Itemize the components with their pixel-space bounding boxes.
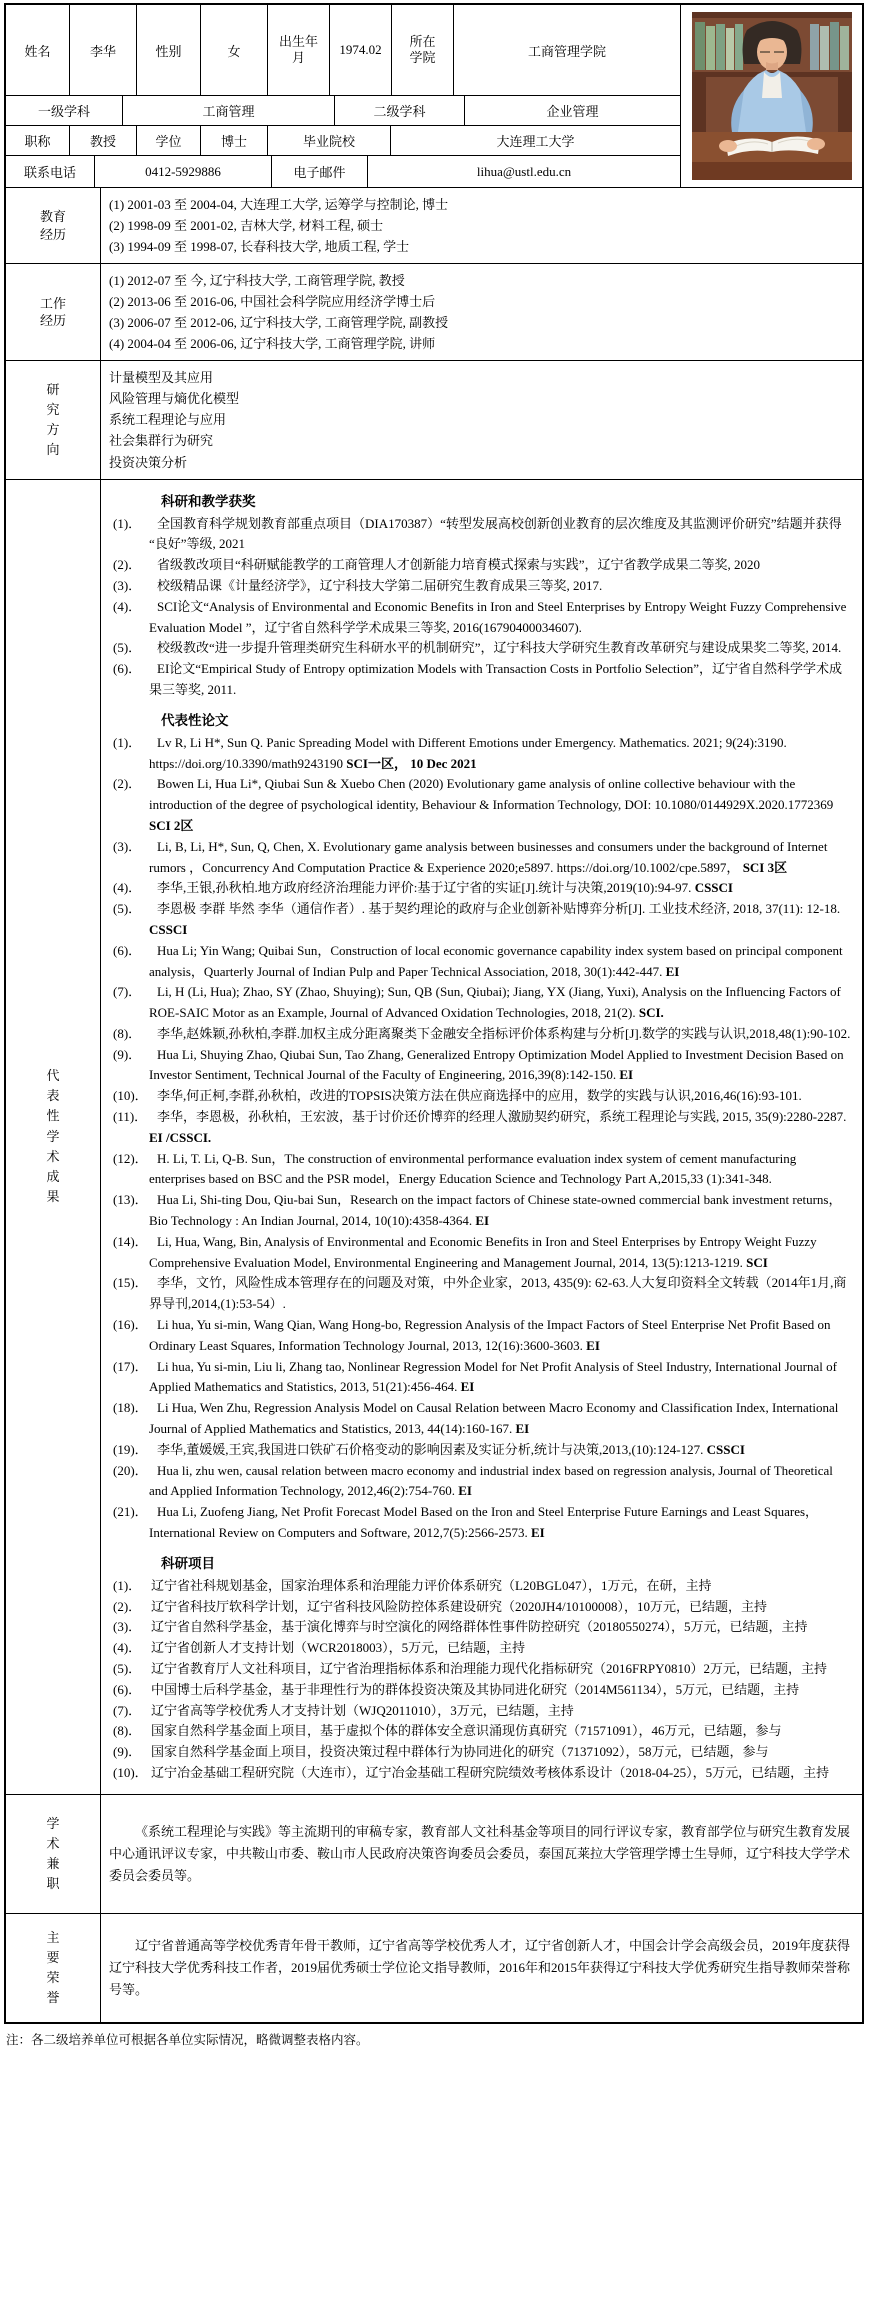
paper-item	[109, 1357, 852, 1399]
work-label: 工作经历	[6, 264, 101, 360]
name-value: 李华	[70, 5, 137, 95]
paper-item	[109, 899, 852, 941]
portrait-photo	[692, 12, 852, 180]
item-number: (3)．	[113, 577, 142, 593]
item-text: 辽宁省高等学校优秀人才支持计划（WJQ2011010），3万元，已结题，主持	[151, 1702, 574, 1718]
college-label: 所在学院	[392, 5, 454, 95]
item-number: (13)．	[113, 1192, 148, 1208]
index-tag: SCI一区， 10 Dec 2021	[346, 755, 477, 771]
item-text: 辽宁省科技厅软科学计划，辽宁省科技风险防控体系建设研究（2020JH4/10100008），10万元，已结题，主持	[151, 1598, 768, 1614]
cv-table	[4, 3, 864, 2024]
award-item	[109, 638, 852, 659]
email-value: lihua@ustl.edu.cn	[476, 163, 572, 179]
paper-item	[109, 1502, 852, 1544]
discipline2-label: 二级学科	[335, 96, 465, 125]
birth-label: 出生年月	[268, 5, 330, 95]
service-content	[101, 1795, 862, 1913]
item-text: 李华,董媛媛,王宾,我国进口铁矿石价格变动的影响因素及实证分析,统计与决策,2013,(10):124-127.	[157, 1441, 704, 1457]
item-text: 辽宁冶金基础工程研究院（大连市），辽宁冶金基础工程研究院绩效考核体系设计（2018-04-25），5万元，已结题，主持	[151, 1764, 830, 1780]
paper-item	[109, 1315, 852, 1357]
item-number: (2)．	[113, 776, 142, 792]
index-tag: EI	[515, 1421, 530, 1437]
college-value: 工商管理学院	[527, 43, 606, 59]
index-tag: EI	[460, 1379, 475, 1395]
footnote: 注：各二级培养单位可根据各单位实际情况，略微调整表格内容。	[6, 2032, 369, 2047]
award-item	[109, 555, 852, 576]
index-tag: EI	[665, 963, 680, 979]
achievements-content	[101, 480, 862, 1794]
index-tag: SCI 3区	[742, 859, 788, 875]
item-number: (7)．	[113, 1702, 142, 1718]
item-number: (2)．	[113, 1598, 142, 1614]
item-text: Hua Li; Yin Wang; Quibai Sun，Construction of local economic governance capability index system based on principal component analysis，Quarterly Journal of Indian Pulp and Paper Technical Association, 2018, 30(1):442-447.	[149, 942, 843, 979]
index-tag: CSSCI	[149, 921, 188, 937]
gender-value: 女	[201, 5, 268, 95]
item-number: (5)．	[113, 1661, 142, 1676]
paper-item	[109, 982, 852, 1024]
item-number: (6)．	[113, 942, 142, 958]
discipline1-label: 一级学科	[6, 96, 123, 125]
item-number: (8)．	[113, 1723, 142, 1739]
award-item	[109, 514, 852, 556]
item-number: (4)．	[113, 880, 142, 896]
research-content	[101, 361, 862, 478]
paper-item	[109, 733, 852, 775]
item-number: (19)．	[113, 1441, 148, 1457]
index-tag: CSSCI	[706, 1441, 745, 1457]
item-number: (12)．	[113, 1150, 148, 1166]
item-number: (3)．	[113, 1619, 142, 1635]
awards-list	[109, 514, 852, 701]
alma-value: 大连理工大学	[496, 134, 575, 149]
item-text: 李恩极 李群 毕然 李华（通信作者）. 基于契约理论的政府与企业创新补贴博弈分析[J]. 工业技术经济, 2018, 37(11): 12-18.	[157, 901, 841, 917]
item-text: 李华,赵姝颖,孙秋柏,李群.加权主成分距离聚类下金融安全指标评价体系构建与分析[J].数学的实践与认识,2018,48(1):90-102.	[157, 1025, 851, 1041]
item-number: (11)．	[113, 1109, 148, 1125]
section-work	[6, 264, 862, 361]
honors-label: 主要荣誉	[6, 1914, 101, 2022]
item-number: (5)．	[113, 901, 142, 917]
honors-content	[101, 1914, 862, 2022]
item-number: (17)．	[113, 1358, 148, 1374]
item-number: (16)．	[113, 1317, 148, 1333]
paper-item	[109, 1461, 852, 1503]
row-contact	[6, 156, 680, 187]
index-tag: CSSCI	[694, 880, 733, 896]
index-tag: SCI	[746, 1254, 768, 1270]
personal-info-grid	[6, 5, 680, 187]
paper-item	[109, 1107, 852, 1149]
row-discipline	[6, 96, 680, 126]
item-text: 校级教改“进一步提升管理类研究生科研水平的机制研究”，辽宁科技大学研究生教育改革研究与建设成果奖二等奖, 2014.	[157, 640, 842, 656]
item-number: (15)．	[113, 1275, 148, 1291]
item-text: 李华,王银,孙秋柏.地方政府经济治理能力评价:基于辽宁省的实证[J].统计与决策,2019(10):94-97.	[157, 880, 692, 896]
service-label: 学术兼职	[6, 1795, 101, 1913]
birth-value: 1974.02	[330, 5, 392, 95]
item-text: Hua Li, Shi-ting Dou, Qiu-bai Sun，Research on the impact factors of Chinese state-owned commercial bank investment returns，Bio Technology : An Indian Journal, 2014, 10(10):4358-4364.	[149, 1192, 842, 1229]
item-text: 李华,何正柯,李群,孙秋柏，改进的TOPSIS决策方法在供应商选择中的应用，数学的实践与认识,2016,46(16):93-101.	[157, 1088, 802, 1104]
item-text: 李华，文竹，风险性成本管理存在的问题及对策，中外企业家，2013, 435(9): 62-63.人大复印资料全文转载（2014年1月,商界导刊,2014,(1):53-54）.	[149, 1275, 847, 1312]
item-number: (10)．	[113, 1088, 148, 1104]
project-item	[109, 1597, 852, 1618]
index-tag: SCI.	[638, 1005, 664, 1021]
item-text: Li, B, Li, H*, Sun, Q, Chen, X. Evolutionary game analysis between businesses and consumers under the background of Internet rumors ，Concurrency And Computation Practice & Experience 2020;e5897. https://doi.org/10.1002/cpe.5897，	[149, 838, 828, 875]
title-label: 职称	[6, 126, 70, 155]
work-item: (3) 2006-07 至 2012-06, 辽宁科技大学, 工商管理学院, 副教授	[109, 315, 449, 331]
name-label: 姓名	[6, 5, 70, 95]
index-tag: EI	[458, 1483, 472, 1499]
item-number: (21)．	[113, 1504, 148, 1520]
research-item: 投资决策分析	[109, 454, 188, 470]
education-content	[101, 188, 862, 263]
item-text: Li, H (Li, Hua); Zhao, SY (Zhao, Shuying); Sun, QB (Sun, Qiubai); Jiang, YX (Jiang, Yuxi), Analysis on the Influencing Factors of ROE-SAIC Motor as an Example, Journal of Advanced Oxidation Technologies, 2018, 21(2).	[149, 984, 841, 1021]
alma-label: 毕业院校	[268, 126, 391, 155]
item-text: Hua Li, Zuofeng Jiang, Net Profit Forecast Model Based on the Iron and Steel Enterprise Future Earnings and Least Squares，International Review on Computers and Software, 2012,7(5):2566-2573.	[149, 1504, 819, 1541]
index-tag: EI	[586, 1337, 600, 1353]
service-text: 《系统工程理论与实践》等主流期刊的审稿专家，教育部人文社科基金等项目的同行评议专家，教育部学位与研究生教育发展中心通讯评议专家，中共鞍山市委、鞍山市人民政府决策咨询委员会委员，泰国瓦莱拉大学管理学博士生导师，辽宁科技大学学术委员会委员等。	[109, 1823, 851, 1883]
education-item: (1) 2001-03 至 2004-04, 大连理工大学, 运筹学与控制论, 博士	[109, 197, 449, 212]
phone-label: 联系电话	[6, 156, 95, 187]
paper-item	[109, 1045, 852, 1087]
project-item	[109, 1701, 852, 1722]
paper-item	[109, 1273, 852, 1315]
research-label: 研究方向	[6, 361, 101, 478]
paper-item	[109, 1024, 852, 1045]
title-value: 教授	[70, 126, 137, 155]
work-item: (1) 2012-07 至 今, 辽宁科技大学, 工商管理学院, 教授	[109, 273, 405, 289]
award-item	[109, 597, 852, 639]
research-item: 计量模型及其应用	[109, 370, 214, 386]
project-item	[109, 1763, 852, 1784]
item-number: (6)．	[113, 661, 142, 677]
section-education	[6, 188, 862, 264]
project-item	[109, 1638, 852, 1659]
work-item: (4) 2004-04 至 2006-06, 辽宁科技大学, 工商管理学院, 讲师	[109, 336, 436, 352]
section-honors	[6, 1914, 862, 2022]
item-number: (18)．	[113, 1400, 148, 1416]
item-number: (9)．	[113, 1046, 142, 1062]
item-number: (9)．	[113, 1744, 142, 1760]
item-number: (5)．	[113, 640, 142, 656]
item-number: (8)．	[113, 1025, 142, 1041]
gender-label: 性别	[137, 5, 201, 95]
phone-value: 0412-5929886	[95, 156, 272, 187]
project-item	[109, 1617, 852, 1638]
paper-item	[109, 1398, 852, 1440]
personal-info-block	[6, 5, 862, 188]
item-text: Hua Li, Shuying Zhao, Qiubai Sun, Tao Zhang, Generalized Entropy Optimization Model Applied to Investment Decision Based on Investor Sentiment, Technical Journal of the Faculty of Engineering, 2016,39(8):142-150.	[149, 1046, 844, 1083]
education-label: 教育经历	[6, 188, 101, 263]
item-number: (2)．	[113, 557, 142, 573]
item-text: 中国博士后科学基金，基于非理性行为的群体投资决策及其协同进化研究（2014M561134），5万元，已结题，主持	[151, 1681, 800, 1697]
paper-item	[109, 774, 852, 836]
index-tag: SCI 2区	[149, 817, 194, 833]
research-item: 系统工程理论与应用	[109, 412, 227, 428]
item-text: 校级精品课《计量经济学》，辽宁科技大学第二届研究生教育成果三等奖, 2017.	[157, 577, 603, 593]
paper-item	[109, 1190, 852, 1232]
item-text: Li hua, Yu si-min, Liu li, Zhang tao, Nonlinear Regression Model for Net Profit Analysis of Steel Industry, International Journal of Applied Mathematics and Statistics, 2013, 51(21):456-464.	[149, 1358, 837, 1395]
work-item: (2) 2013-06 至 2016-06, 中国社会科学院应用经济学博士后	[109, 294, 436, 310]
paper-item	[109, 1232, 852, 1274]
item-text: 省级教改项目“科研赋能教学的工商管理人才创新能力培育模式探索与实践”，辽宁省教学成果二等奖, 2020	[157, 557, 761, 573]
item-text: 国家自然科学基金面上项目，基于虚拟个体的群体安全意识涌现仿真研究（71571091），46万元，已结题，参与	[151, 1723, 782, 1739]
section-service	[6, 1795, 862, 1914]
research-item: 社会集群行为研究	[109, 433, 214, 449]
item-number: (6)．	[113, 1681, 142, 1697]
papers-list	[109, 733, 852, 1544]
project-item	[109, 1680, 852, 1701]
papers-title: 代表性论文	[161, 712, 229, 728]
degree-value: 博士	[201, 126, 268, 155]
projects-title: 科研项目	[161, 1555, 215, 1571]
item-number: (1)．	[113, 734, 142, 750]
paper-item	[109, 941, 852, 983]
item-number: (4)．	[113, 598, 142, 614]
item-text: 辽宁省教育厅人文社科项目，辽宁省治理指标体系和治理能力现代化指标研究（2016FRPY0810）2万元，已结题，主持	[151, 1661, 828, 1676]
paper-item	[109, 837, 852, 879]
project-item	[109, 1576, 852, 1597]
paper-item	[109, 878, 852, 899]
project-item	[109, 1742, 852, 1763]
email-label: 电子邮件	[272, 156, 368, 187]
award-item	[109, 659, 852, 701]
education-item: (2) 1998-09 至 2001-02, 吉林大学, 材料工程, 硕士	[109, 218, 384, 234]
award-item	[109, 576, 852, 597]
achievements-label: 代表性学术成果	[6, 480, 101, 1794]
item-number: (1)．	[113, 1577, 142, 1593]
research-item: 风险管理与熵优化模型	[109, 391, 240, 407]
index-tag: EI /CSSCI.	[149, 1129, 212, 1145]
item-text: Li, Hua, Wang, Bin, Analysis of Environmental and Economic Benefits in Iron and Steel Enterprises by Entropy Weight Fuzzy Comprehensive Evaluation Model, Environmental Engineering and Management Journal, 2014, 13(5):1213-1219.	[149, 1233, 817, 1270]
row-basic	[6, 5, 680, 96]
item-number: (3)．	[113, 838, 142, 854]
item-text: Lv R, Li H*, Sun Q. Panic Spreading Model with Different Emotions under Emergency. Mathematics. 2021; 9(24):3190. https://doi.org/10.3390/math9243190	[149, 734, 787, 771]
education-item: (3) 1994-09 至 1998-07, 长春科技大学, 地质工程, 学士	[109, 239, 410, 255]
paper-item	[109, 1086, 852, 1107]
row-title-degree	[6, 126, 680, 156]
project-item	[109, 1659, 852, 1680]
item-number: (7)．	[113, 984, 142, 1000]
item-number: (14)．	[113, 1233, 148, 1249]
item-text: 辽宁省自然科学基金，基于演化博弈与时空演化的网络群体性事件防控研究（20180550274），5万元，已结题，主持	[151, 1619, 808, 1635]
item-text: Bowen Li, Hua Li*, Qiubai Sun & Xuebo Chen (2020) Evolutionary game analysis of online collective behaviour with the introduction of the degree of psychological identity, Behaviour & Information Technology, DOI: 10.1080/0144929X.2020.1772369	[149, 776, 834, 813]
projects-list	[109, 1576, 852, 1784]
project-item	[109, 1721, 852, 1742]
item-text: Li hua, Yu si-min, Wang Qian, Wang Hong-bo, Regression Analysis of the Impact Factors of Steel Enterprise Net Profit Based on Ordinary Least Squares, Information Technology Journal, 2013, 12(16):3600-3603.	[149, 1317, 831, 1353]
paper-item	[109, 1149, 852, 1191]
item-number: (20)．	[113, 1462, 148, 1478]
item-text: Hua li, zhu wen, causal relation between macro economy and industrial index based on regression analysis, Journal of Theoretical and Applied Information Technology, 2012,46(2):754-760.	[149, 1462, 833, 1499]
discipline2-value: 企业管理	[546, 104, 599, 119]
index-tag: EI	[619, 1067, 634, 1083]
item-text: Li Hua, Wen Zhu, Regression Analysis Model on Causal Relation between Macro Economy and Classification Index, International Journal of Applied Mathematics and Statistics, 2013, 44(14):160-167.	[149, 1400, 839, 1437]
paper-item	[109, 1440, 852, 1461]
item-text: 李华，李恩极，孙秋柏，王宏波，基于讨价还价博弈的经理人激励契约研究，系统工程理论与实践, 2015, 35(9):2280-2287.	[157, 1109, 847, 1125]
awards-title: 科研和教学获奖	[161, 493, 256, 509]
work-content	[101, 264, 862, 360]
item-text: H. Li, T. Li, Q-B. Sun，The construction of environmental performance evaluation index system of cement manufacturing enterprises based on BSC and the PSR model，Energy Education Science and Technology Part A,2015,33 (1):341-348.	[149, 1150, 797, 1187]
portrait-photo-cell	[680, 5, 862, 187]
item-text: 全国教育科学规划教育部重点项目（DIA170387）“转型发展高校创新创业教育的层次维度及其监测评价研究”结题并获得“良好”等级, 2021	[149, 515, 842, 552]
index-tag: EI	[530, 1525, 545, 1541]
item-number: (10)．	[113, 1764, 148, 1780]
item-text: SCI论文“Analysis of Environmental and Economic Benefits in Iron and Steel Enterprises by Entropy Weight Fuzzy Comprehensive Evaluation Model ”，辽宁省自然科学学术成果三等奖, 2016(16790400034607).	[149, 598, 847, 635]
degree-label: 学位	[137, 126, 201, 155]
item-number: (1)．	[113, 515, 142, 531]
discipline1-value: 工商管理	[123, 96, 335, 125]
item-text: 辽宁省创新人才支持计划（WCR2018003），5万元，已结题，主持	[151, 1640, 526, 1656]
index-tag: EI	[475, 1213, 490, 1229]
section-research	[6, 361, 862, 479]
section-achievements	[6, 480, 862, 1795]
item-text: 辽宁省社科规划基金，国家治理体系和治理能力评价体系研究（L20BGL047），1万元，在研，主持	[151, 1577, 712, 1593]
honors-text: 辽宁省普通高等学校优秀青年骨干教师，辽宁省高等学校优秀人才，辽宁省创新人才，中国会计学会高级会员，2019年度获得辽宁科技大学优秀科技工作者，2019届优秀硕士学位论文指导教师，2016年和2015年获得辽宁科技大学优秀研究生指导教师荣誉称号等。	[109, 1937, 851, 1997]
item-text: 国家自然科学基金面上项目，投资决策过程中群体行为协同进化的研究（71371092），58万元，已结题，参与	[151, 1744, 769, 1760]
item-text: EI论文“Empirical Study of Entropy optimization Models with Transaction Costs in Portfolio Selection”，辽宁省自然科学学术成果三等奖, 2011.	[149, 661, 842, 697]
item-number: (4)．	[113, 1640, 142, 1656]
